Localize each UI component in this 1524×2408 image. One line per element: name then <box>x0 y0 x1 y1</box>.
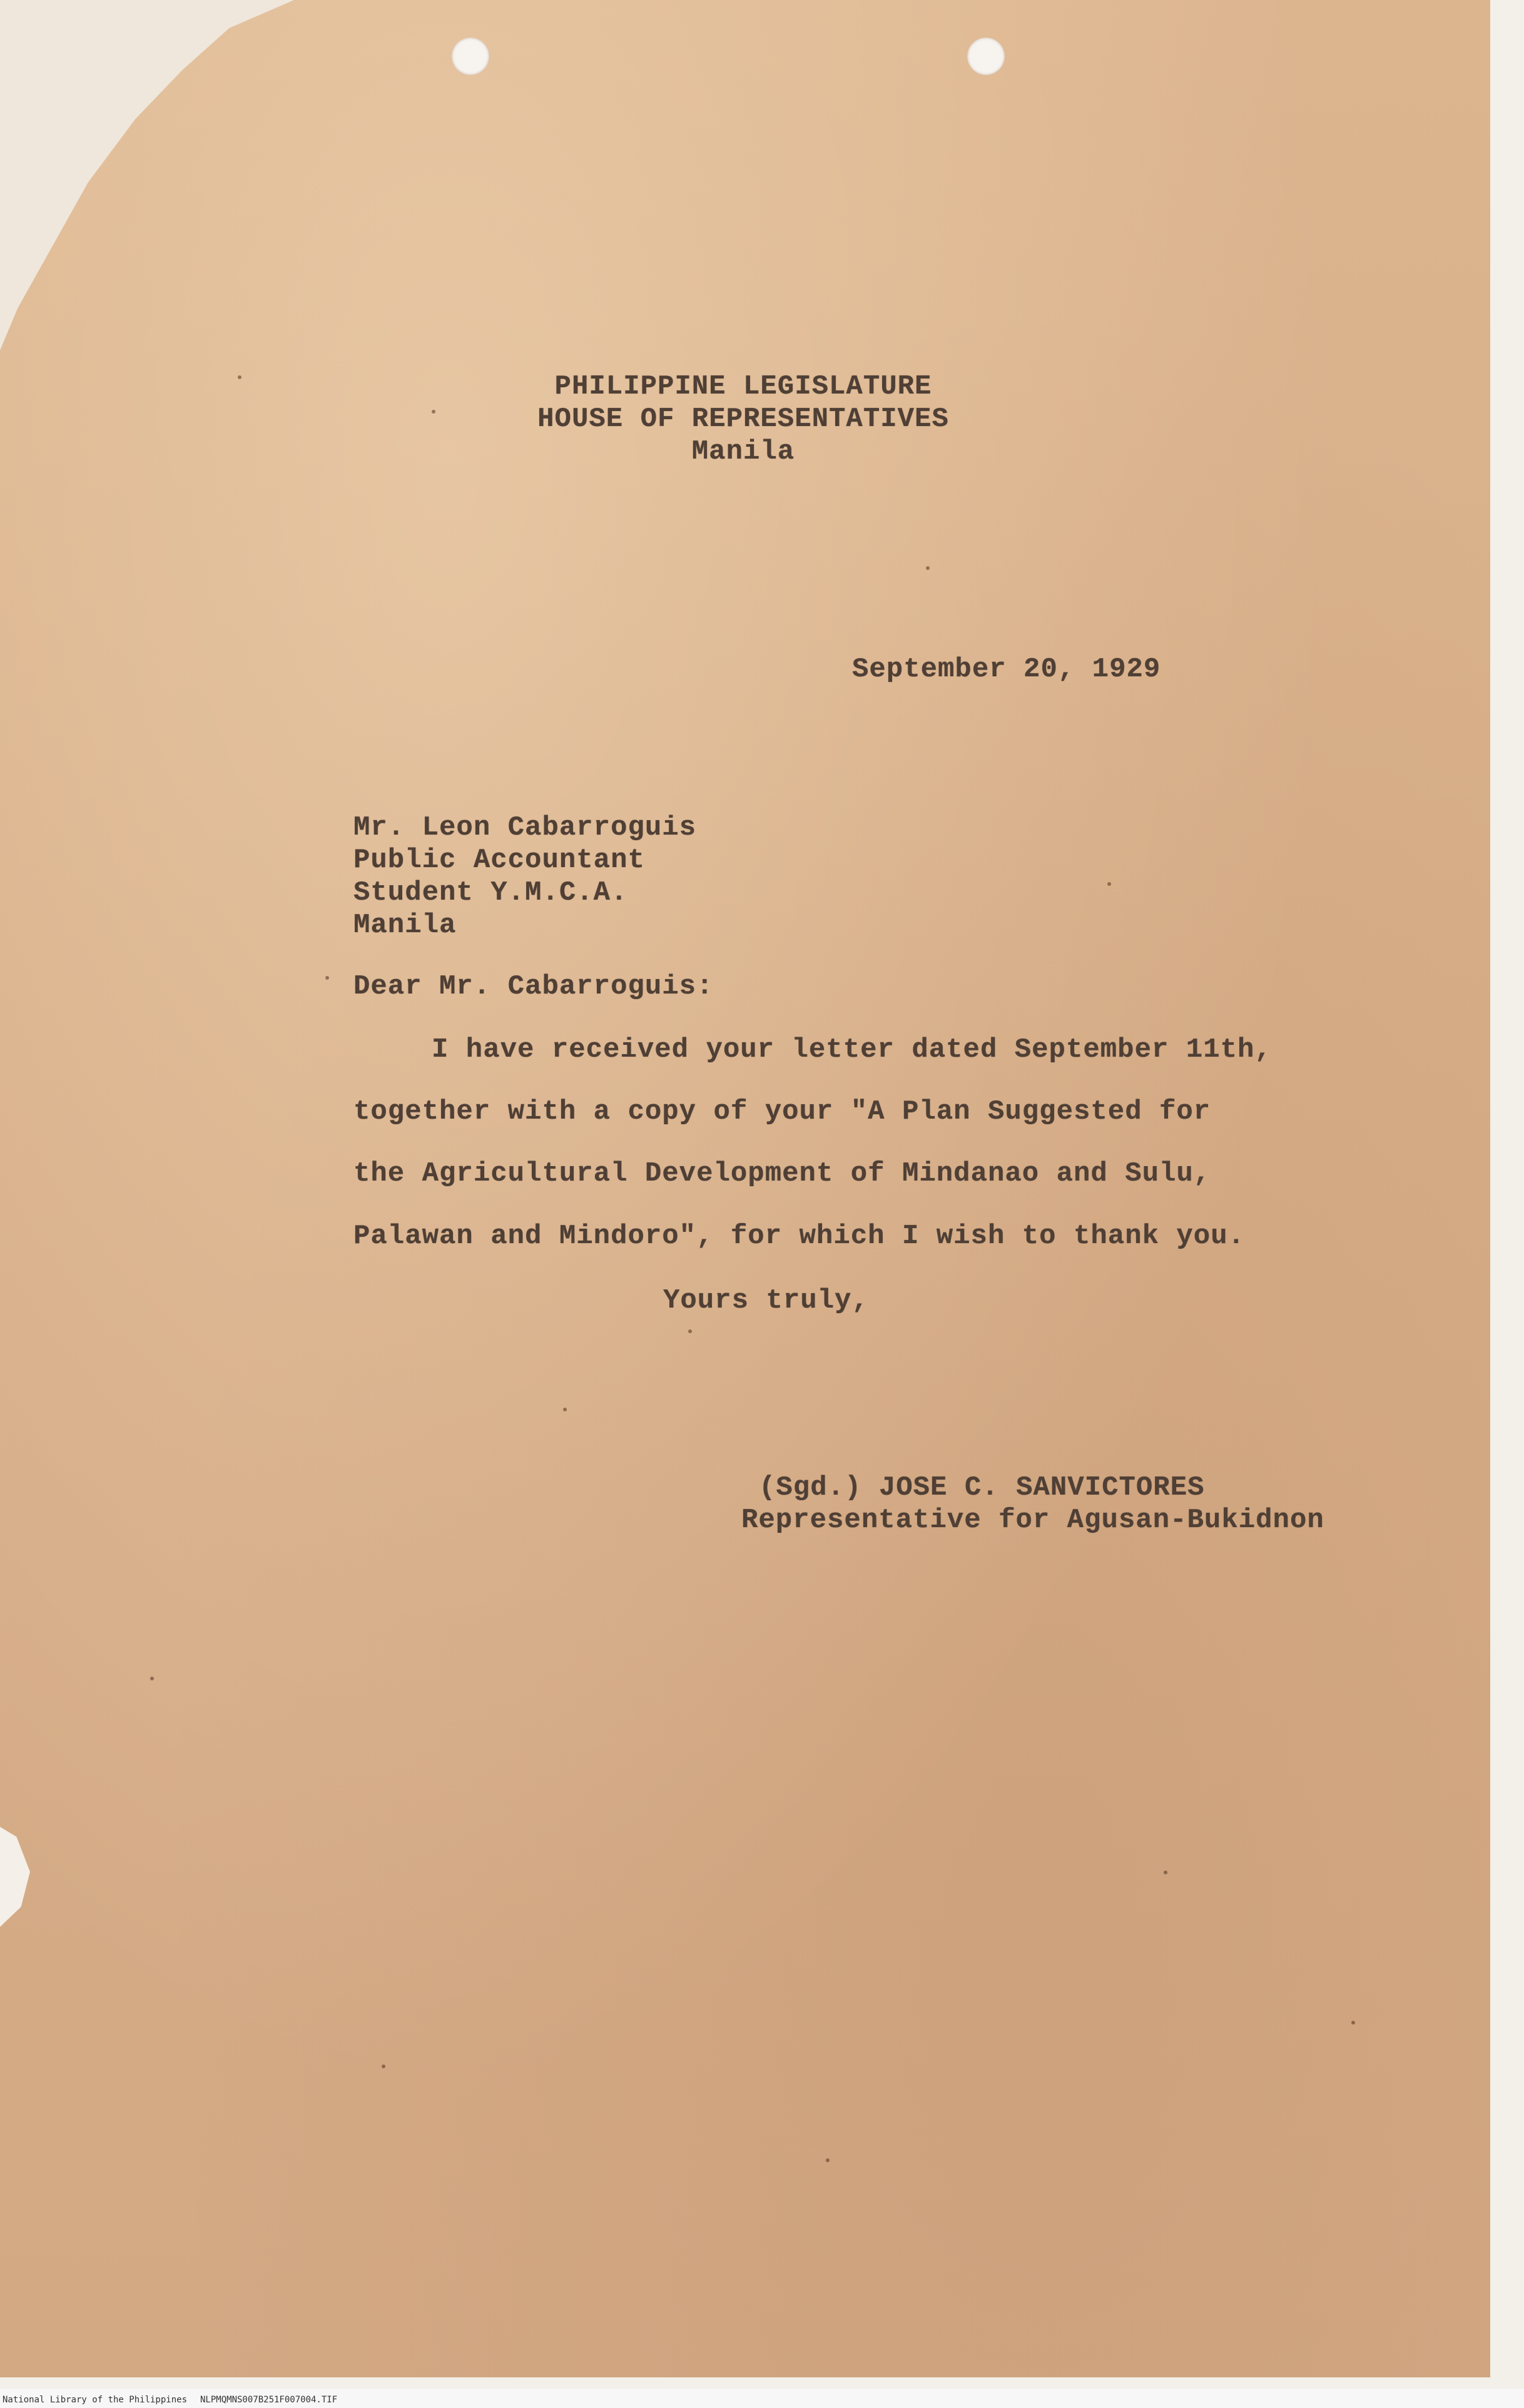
salutation: Dear Mr. Cabarroguis: <box>353 971 714 1002</box>
letterhead-line-1: PHILIPPINE LEGISLATURE <box>554 371 932 402</box>
recipient-address: Student Y.M.C.A. <box>353 877 628 908</box>
recipient-city: Manila <box>353 910 457 941</box>
paper-speck <box>150 1677 154 1680</box>
paper-speck <box>1164 1871 1167 1874</box>
closing: Yours truly, <box>663 1285 869 1316</box>
body-line-3: the Agricultural Development of Mindanao and Sulu, <box>353 1158 1211 1189</box>
paper-speck <box>688 1329 692 1333</box>
paper-speck <box>325 976 329 980</box>
paper-notch <box>0 1827 30 1927</box>
paper-speck <box>432 410 435 414</box>
punch-hole-right <box>967 38 1005 75</box>
paper-speck <box>1107 882 1111 886</box>
paper-speck <box>382 2065 385 2068</box>
letterhead-line-3: Manila <box>691 436 795 467</box>
recipient-title: Public Accountant <box>353 845 645 876</box>
letterhead-line-2: HOUSE OF REPRESENTATIVES <box>537 404 949 435</box>
footer-file-id: NLPMQMNS007B251F007004.TIF <box>200 2395 338 2405</box>
body-line-4: Palawan and Mindoro", for which I wish to thank you. <box>353 1221 1246 1252</box>
torn-corner <box>0 0 294 350</box>
signature-title: Representative for Agusan-Bukidnon <box>741 1505 1324 1536</box>
punch-hole-left <box>452 38 489 75</box>
paper-speck <box>826 2158 830 2162</box>
footer-archive-name: National Library of the Philippines <box>3 2395 188 2405</box>
body-line-1: I have received your letter dated September 11th, <box>432 1034 1272 1065</box>
paper-speck <box>563 1408 567 1411</box>
letter-date: September 20, 1929 <box>852 654 1161 685</box>
recipient-name: Mr. Leon Cabarroguis <box>353 812 697 843</box>
paper-speck <box>238 375 241 379</box>
signature-name: (Sgd.) JOSE C. SANVICTORES <box>759 1472 1205 1503</box>
body-line-2: together with a copy of your "A Plan Suggested for <box>353 1096 1211 1127</box>
paper-speck <box>926 566 930 570</box>
paper-speck <box>1351 2021 1355 2024</box>
